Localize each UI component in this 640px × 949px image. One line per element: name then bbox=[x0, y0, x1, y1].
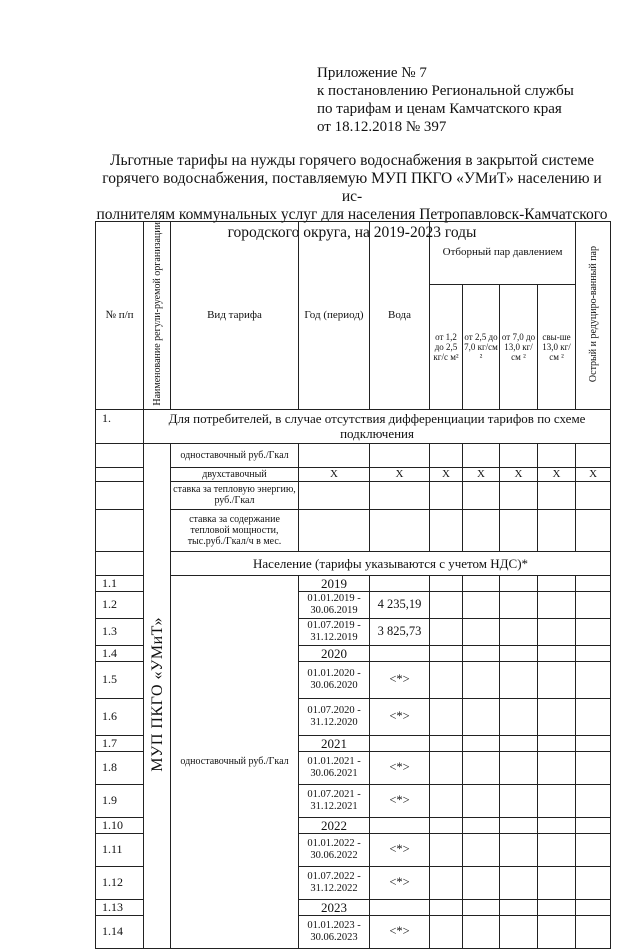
period-cell: 01.01.2021 - 30.06.2021 bbox=[299, 751, 370, 784]
water-value: 3 825,73 bbox=[370, 618, 430, 645]
water-value: <*> bbox=[370, 661, 430, 698]
title-line: городского округа, на 2019-2023 годы bbox=[227, 224, 477, 241]
period-cell: 01.07.2019 - 31.12.2019 bbox=[299, 618, 370, 645]
org-cell bbox=[144, 443, 171, 948]
title-line: полнителям коммунальных услуг для населения Петропавловск-Камчатского bbox=[96, 206, 608, 223]
period-cell: 01.07.2022 - 31.12.2022 bbox=[299, 866, 370, 899]
water-value: 4 235,19 bbox=[370, 591, 430, 618]
period-cell: 01.01.2022 - 30.06.2022 bbox=[299, 833, 370, 866]
row-num: 1.5 bbox=[96, 661, 144, 698]
row-num: 1.3 bbox=[96, 618, 144, 645]
header-sharp-text: Острый и редуциро-ванный пар bbox=[587, 245, 599, 382]
row-num: 1.1 bbox=[96, 575, 144, 591]
org-name: МУП ПКГО «УМиТ» bbox=[148, 616, 166, 772]
annex-line: Приложение № 7 bbox=[317, 65, 427, 81]
section-heading: Для потребителей, в случае отсутствия дифференциации тарифов по схеме подключения bbox=[144, 409, 611, 443]
year-cell: 2022 bbox=[299, 817, 370, 833]
row-num: 1.7 bbox=[96, 735, 144, 751]
header-steam: Отборный пар давлением bbox=[430, 222, 576, 285]
header-num: № п/п bbox=[96, 222, 144, 410]
kind-single: одноставочный руб./Гкал bbox=[171, 443, 299, 467]
year-cell: 2021 bbox=[299, 735, 370, 751]
row-num: 1.13 bbox=[96, 899, 144, 915]
x-mark: X bbox=[463, 467, 500, 481]
header-kind: Вид тарифа bbox=[171, 222, 299, 410]
row-num: 1.4 bbox=[96, 645, 144, 661]
title-line: горячего водоснабжения, поставляемую МУП ПКГО «УМиТ» населению и ис- bbox=[102, 170, 602, 205]
year-cell: 2020 bbox=[299, 645, 370, 661]
row-num: 1.10 bbox=[96, 817, 144, 833]
header-pressure-2: от 2,5 до 7,0 кг/см ² bbox=[463, 284, 500, 409]
row-num: 1.6 bbox=[96, 698, 144, 735]
period-cell: 01.07.2021 - 31.12.2021 bbox=[299, 784, 370, 817]
x-mark: X bbox=[370, 467, 430, 481]
header-org-text: Наименование регули-руемой организации bbox=[151, 222, 163, 406]
water-value: <*> bbox=[370, 698, 430, 735]
header-year: Год (период) bbox=[299, 222, 370, 410]
header-pressure-4: свы-ше 13,0 кг/см ² bbox=[538, 284, 576, 409]
x-mark: X bbox=[500, 467, 538, 481]
empty-cell bbox=[96, 443, 144, 467]
x-mark: X bbox=[430, 467, 463, 481]
water-value: <*> bbox=[370, 915, 430, 948]
row-num: 1.11 bbox=[96, 833, 144, 866]
year-cell: 2023 bbox=[299, 899, 370, 915]
population-heading: Население (тарифы указываются с учетом НДС)* bbox=[171, 551, 611, 575]
water-value: <*> bbox=[370, 751, 430, 784]
period-cell: 01.01.2019 - 30.06.2019 bbox=[299, 591, 370, 618]
annex-line: от 18.12.2018 № 397 bbox=[317, 119, 447, 135]
row-num: 1.12 bbox=[96, 866, 144, 899]
title-line: Льготные тарифы на нужды горячего водоснабжения в закрытой системе bbox=[109, 152, 595, 169]
header-water: Вода bbox=[370, 222, 430, 410]
row-num: 1.8 bbox=[96, 751, 144, 784]
header-pressure-1: от 1,2 до 2,5 кг/с м² bbox=[430, 284, 463, 409]
kind-double: двухставочный bbox=[171, 467, 299, 481]
annex-line: к постановлению Региональной службы bbox=[317, 83, 574, 99]
x-mark: X bbox=[576, 467, 611, 481]
header-org bbox=[144, 222, 171, 410]
tariff-table bbox=[95, 221, 611, 949]
kind-single-population: одноставочный руб./Гкал bbox=[171, 575, 299, 948]
period-cell: 01.07.2020 - 31.12.2020 bbox=[299, 698, 370, 735]
x-mark: X bbox=[538, 467, 576, 481]
water-value: <*> bbox=[370, 866, 430, 899]
x-mark: X bbox=[299, 467, 370, 481]
annex-block bbox=[317, 64, 617, 136]
kind-heat-rate: ставка за тепловую энергию, руб./Гкал bbox=[171, 481, 299, 509]
period-cell: 01.01.2020 - 30.06.2020 bbox=[299, 661, 370, 698]
period-cell: 01.01.2023 - 30.06.2023 bbox=[299, 915, 370, 948]
water-value: <*> bbox=[370, 784, 430, 817]
year-cell: 2019 bbox=[299, 575, 370, 591]
header-sharp-steam bbox=[576, 222, 611, 410]
row-num: 1.14 bbox=[96, 915, 144, 948]
kind-capacity-rate: ставка за содержание тепловой мощности, тыс.руб./Гкал/ч в мес. bbox=[171, 509, 299, 551]
annex-line: по тарифам и ценам Камчатского края bbox=[317, 101, 562, 117]
header-pressure-3: от 7,0 до 13,0 кг/см ² bbox=[500, 284, 538, 409]
row-num: 1. bbox=[96, 409, 144, 443]
row-num: 1.2 bbox=[96, 591, 144, 618]
water-value: <*> bbox=[370, 833, 430, 866]
row-num: 1.9 bbox=[96, 784, 144, 817]
